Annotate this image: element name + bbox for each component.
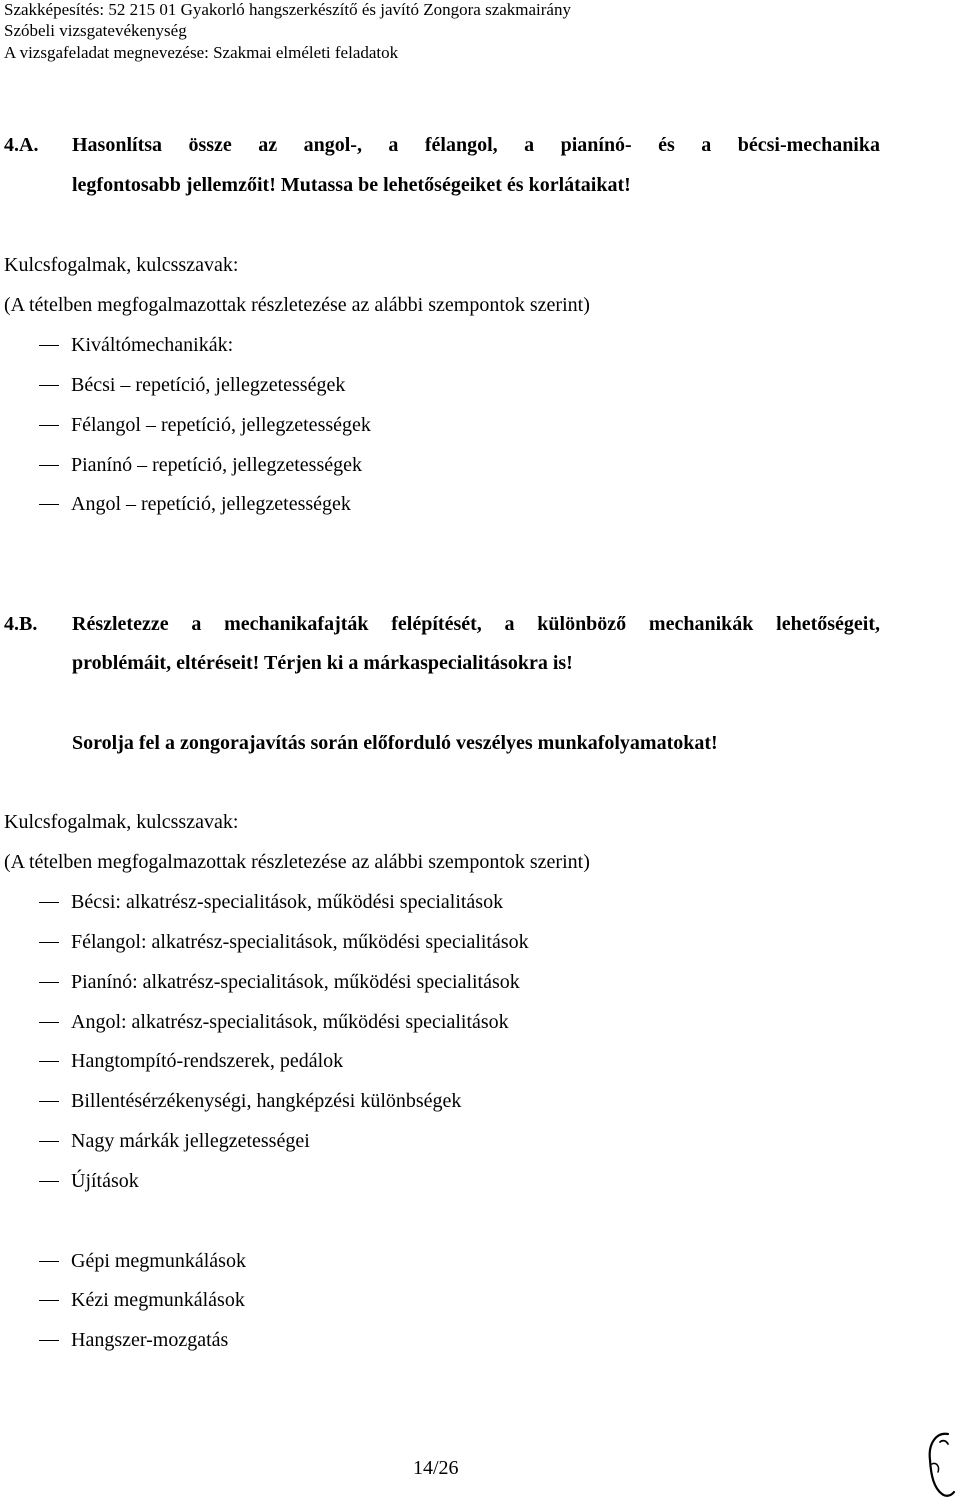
section-a-item-text: Félangol – repetíció, jellegzetességek bbox=[71, 414, 371, 436]
section-b-item-text: Kézi megmunkálások bbox=[71, 1289, 245, 1311]
dash-bullet bbox=[39, 1141, 59, 1142]
header-line-1: Szakképesítés: 52 215 01 Gyakorló hangszerkészítő és javító Zongora szakmairány bbox=[4, 0, 571, 19]
dash-bullet bbox=[39, 1181, 59, 1182]
dash-bullet bbox=[39, 425, 59, 426]
section-b-list-item bbox=[39, 1010, 509, 1034]
section-a-keywords-heading: Kulcsfogalmak, kulcsszavak: bbox=[4, 254, 239, 276]
section-b-list-item bbox=[39, 1249, 246, 1273]
section-b-list-item bbox=[39, 930, 529, 954]
dash-bullet bbox=[39, 942, 59, 943]
dash-bullet bbox=[39, 345, 59, 346]
section-a-item-text: Angol – repetíció, jellegzetességek bbox=[71, 493, 351, 515]
section-b-list-item bbox=[39, 890, 503, 914]
section-a-list-item bbox=[39, 413, 371, 437]
section-a-list-item bbox=[39, 492, 351, 516]
section-a-keywords-intro: (A tételben megfogalmazottak részletezése az alábbi szempontok szerint) bbox=[4, 294, 590, 316]
section-b-item-text: Billentésérzékenységi, hangképzési különbségek bbox=[71, 1090, 462, 1112]
section-a-item-text: Kiváltómechanikák: bbox=[71, 334, 234, 356]
section-b-item-text: Angol: alkatrész-specialitások, működési specialitások bbox=[71, 1011, 509, 1033]
section-b-list-item bbox=[39, 1169, 139, 1193]
dash-bullet bbox=[39, 504, 59, 505]
section-b-list-item bbox=[39, 1328, 228, 1352]
section-b-list-item bbox=[39, 970, 520, 994]
page-number: 14/26 bbox=[413, 1457, 459, 1479]
section-b-item-text: Nagy márkák jellegzetességei bbox=[71, 1130, 310, 1152]
section-b-list-item bbox=[39, 1089, 461, 1113]
section-a-list-item bbox=[39, 333, 233, 357]
section-b-list-item bbox=[39, 1288, 245, 1312]
dash-bullet bbox=[39, 465, 59, 466]
dash-bullet bbox=[39, 1101, 59, 1102]
section-b-question-line-2: problémáit, eltéréseit! Térjen ki a márkaspecialitásokra is! bbox=[72, 652, 573, 674]
section-b-item-text: Hangtompító-rendszerek, pedálok bbox=[71, 1050, 344, 1072]
section-b-number: 4.B. bbox=[4, 613, 38, 635]
dash-bullet bbox=[39, 1061, 59, 1062]
dash-bullet bbox=[39, 982, 59, 983]
section-b-item-text: Pianínó: alkatrész-specialitások, működési specialitások bbox=[71, 971, 520, 993]
section-a-question-line-2: legfontosabb jellemzőit! Mutassa be lehetőségeiket és korlátaikat! bbox=[72, 174, 631, 196]
section-b-item-text: Hangszer-mozgatás bbox=[71, 1329, 229, 1351]
section-a-list-item bbox=[39, 373, 345, 397]
section-b-keywords-heading: Kulcsfogalmak, kulcsszavak: bbox=[4, 811, 239, 833]
section-b-question-line-1: Részletezze a mechanikafajták felépítését, a különböző mechanikák lehetőségeit, bbox=[72, 613, 880, 635]
section-a-question-line-1: Hasonlítsa össze az angol-, a félangol, a pianínó- és a bécsi-mechanika bbox=[72, 134, 880, 156]
section-a-item-text: Bécsi – repetíció, jellegzetességek bbox=[71, 374, 346, 396]
section-b-list-item bbox=[39, 1129, 310, 1153]
dash-bullet bbox=[39, 1022, 59, 1023]
section-b-question-line-3: Sorolja fel a zongorajavítás során előforduló veszélyes munkafolyamatokat! bbox=[72, 732, 718, 754]
dash-bullet bbox=[39, 1300, 59, 1301]
section-b-list-item bbox=[39, 1049, 343, 1073]
header-line-3: A vizsgafeladat megnevezése: Szakmai elméleti feladatok bbox=[4, 43, 399, 62]
section-b-item-text: Újítások bbox=[71, 1170, 139, 1192]
dash-bullet bbox=[39, 1261, 59, 1262]
section-b-item-text: Gépi megmunkálások bbox=[71, 1250, 246, 1272]
section-a-number: 4.A. bbox=[4, 134, 39, 156]
dash-bullet bbox=[39, 385, 59, 386]
section-b-keywords-intro: (A tételben megfogalmazottak részletezése az alábbi szempontok szerint) bbox=[4, 851, 590, 873]
header-line-2: Szóbeli vizsgatevékenység bbox=[4, 21, 187, 40]
dash-bullet bbox=[39, 902, 59, 903]
section-b-item-text: Bécsi: alkatrész-specialitások, működési specialitások bbox=[71, 891, 504, 913]
signature-mark bbox=[918, 1430, 958, 1500]
section-a-list-item bbox=[39, 453, 362, 477]
section-a-item-text: Pianínó – repetíció, jellegzetességek bbox=[71, 454, 363, 476]
section-b-item-text: Félangol: alkatrész-specialitások, működési specialitások bbox=[71, 931, 529, 953]
dash-bullet bbox=[39, 1340, 59, 1341]
